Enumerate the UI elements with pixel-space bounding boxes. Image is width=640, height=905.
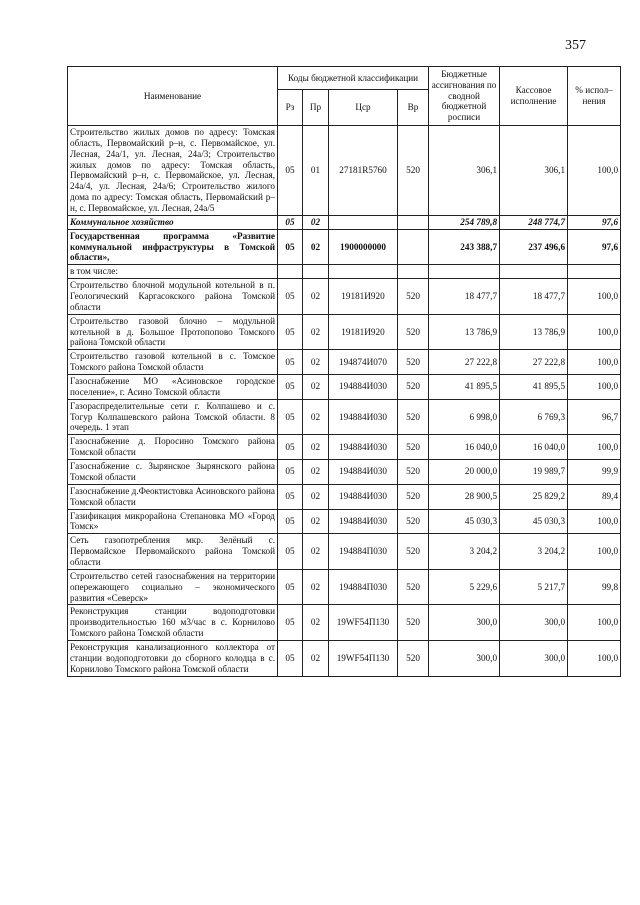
cell-vr: 520 [398,350,429,375]
cell-csr: 194884И030 [329,399,398,435]
cell-cash: 27 222,8 [500,350,568,375]
cell-pct: 100,0 [568,640,621,676]
cell-vr [398,229,429,265]
cell-assigned: 28 900,5 [429,484,500,509]
cell-cash: 18 477,7 [500,279,568,315]
cell-rz: 05 [278,279,303,315]
cell-rz: 05 [278,509,303,534]
cell-pr [303,265,329,279]
cell-csr: 19WF54П130 [329,640,398,676]
page-number: 357 [565,38,586,53]
cell-rz: 05 [278,640,303,676]
cell-pr: 02 [303,314,329,350]
cell-cash: 16 040,0 [500,435,568,460]
table-row [68,126,621,216]
cell-cash: 3 204,2 [500,534,568,570]
table-header [68,67,621,126]
table-row [68,279,621,315]
cell-name: Строительство сетей газоснабжения на территории опережающего социально – экономического развития «Северск» [68,569,278,605]
cell-name: Строительство газовой блочно – модульной котельной в д. Большое Протопопово Томского района Томской области [68,314,278,350]
cell-assigned: 41 895,5 [429,375,500,400]
cell-pct: 100,0 [568,375,621,400]
cell-pr: 02 [303,460,329,485]
cell-pr: 02 [303,435,329,460]
cell-pr: 02 [303,229,329,265]
cell-pct: 96,7 [568,399,621,435]
cell-assigned: 243 388,7 [429,229,500,265]
cell-pct: 100,0 [568,279,621,315]
cell-rz: 05 [278,460,303,485]
cell-pct: 100,0 [568,126,621,216]
cell-assigned: 45 030,3 [429,509,500,534]
cell-cash: 13 786,9 [500,314,568,350]
cell-assigned: 3 204,2 [429,534,500,570]
table-row [68,460,621,485]
cell-vr: 520 [398,279,429,315]
table-row [68,375,621,400]
cell-assigned: 300,0 [429,640,500,676]
cell-rz: 05 [278,350,303,375]
cell-pct: 97,6 [568,215,621,229]
header-cash: Кассовое исполнение [500,67,568,126]
cell-name: Газоснабжение с. Зырянское Зырянского района Томской области [68,460,278,485]
cell-rz: 05 [278,484,303,509]
cell-rz: 05 [278,375,303,400]
cell-pct: 100,0 [568,605,621,641]
cell-csr: 194884И030 [329,435,398,460]
cell-pct: 100,0 [568,314,621,350]
cell-cash [500,265,568,279]
budget-table [67,66,621,677]
cell-pr: 02 [303,569,329,605]
cell-csr: 194884П030 [329,569,398,605]
table-row [68,215,621,229]
table-row [68,640,621,676]
table-row [68,509,621,534]
cell-name: Реконструкция канализационного коллектора от станции водоподготовки до сборного колодца в с. Корнилово Томского района Томской области [68,640,278,676]
cell-name: Реконструкция станции водоподготовки производительностью 160 м3/час в с. Корнилово Томского района Томской области [68,605,278,641]
cell-assigned: 16 040,0 [429,435,500,460]
cell-csr: 19181И920 [329,314,398,350]
cell-csr: 194874И070 [329,350,398,375]
cell-rz: 05 [278,534,303,570]
cell-name: Газоснабжение д.Феоктистовка Асиновского района Томской области [68,484,278,509]
header-pr: Пр [303,90,329,126]
table-row [68,534,621,570]
header-assigned: Бюджетные ассигнования по сводной бюджетной росписи [429,67,500,126]
cell-cash: 19 989,7 [500,460,568,485]
cell-csr: 194884И030 [329,509,398,534]
cell-pr: 02 [303,350,329,375]
cell-rz: 05 [278,229,303,265]
cell-rz: 05 [278,569,303,605]
cell-rz: 05 [278,215,303,229]
cell-vr [398,215,429,229]
cell-vr [398,265,429,279]
cell-vr: 520 [398,509,429,534]
cell-assigned: 254 789,8 [429,215,500,229]
cell-pct: 99,8 [568,569,621,605]
cell-rz: 05 [278,126,303,216]
cell-name: Строительство жилых домов по адресу: Томская область, Первомайский р–н, с. Первомайское, ул. Лесная, 24а/1, ул. Лесная, 24а/3; Строительство жилых домов по адресу: Томская область, Первомайский р–н, с. Первомайское, ул. Лесная, 24а/4, ул. Лесная, 24а/6; Строительство жилого дома по адресу: Томская область, Первомайский р–н, с. Первомайское, ул. Лесная, 24а/5 [68,126,278,216]
cell-assigned: 306,1 [429,126,500,216]
cell-assigned: 5 229,6 [429,569,500,605]
cell-csr: 1900000000 [329,229,398,265]
cell-csr: 194884И030 [329,460,398,485]
header-csr: Цср [329,90,398,126]
cell-rz: 05 [278,605,303,641]
cell-assigned: 27 222,8 [429,350,500,375]
cell-pr: 02 [303,605,329,641]
table-row [68,265,621,279]
cell-vr: 520 [398,399,429,435]
cell-vr: 520 [398,375,429,400]
cell-cash: 306,1 [500,126,568,216]
cell-vr: 520 [398,605,429,641]
cell-assigned: 6 998,0 [429,399,500,435]
cell-csr [329,215,398,229]
cell-pct: 100,0 [568,435,621,460]
cell-assigned: 13 786,9 [429,314,500,350]
cell-cash: 248 774,7 [500,215,568,229]
cell-name: Государственная программа «Развитие коммунальной инфраструктуры в Томской области», [68,229,278,265]
table-body [68,126,621,677]
cell-pr: 02 [303,375,329,400]
cell-name: Коммунальное хозяйство [68,215,278,229]
table-row [68,435,621,460]
cell-vr: 520 [398,534,429,570]
cell-pr: 02 [303,509,329,534]
cell-cash: 6 769,3 [500,399,568,435]
cell-pct: 99,9 [568,460,621,485]
table-row [68,229,621,265]
cell-pr: 02 [303,534,329,570]
cell-assigned: 300,0 [429,605,500,641]
cell-name: Сеть газопотребления мкр. Зелёный с. Первомайское Первомайского района Томской области [68,534,278,570]
cell-rz [278,265,303,279]
cell-cash: 300,0 [500,605,568,641]
header-vr: Вр [398,90,429,126]
cell-pct: 100,0 [568,509,621,534]
cell-name: Строительство газовой котельной в с. Томское Томского района Томской области [68,350,278,375]
cell-cash: 300,0 [500,640,568,676]
cell-pct: 97,6 [568,229,621,265]
cell-csr: 19WF54П130 [329,605,398,641]
cell-vr: 520 [398,126,429,216]
cell-name: в том числе: [68,265,278,279]
cell-pr: 01 [303,126,329,216]
cell-csr: 194884И030 [329,484,398,509]
cell-vr: 520 [398,569,429,605]
cell-rz: 05 [278,314,303,350]
cell-pct: 100,0 [568,534,621,570]
cell-vr: 520 [398,460,429,485]
cell-cash: 41 895,5 [500,375,568,400]
cell-pct [568,265,621,279]
cell-pr: 02 [303,484,329,509]
table-row [68,605,621,641]
cell-csr: 194884И030 [329,375,398,400]
cell-pr: 02 [303,640,329,676]
cell-vr: 520 [398,314,429,350]
header-percent: % испол–нения [568,67,621,126]
cell-vr: 520 [398,435,429,460]
cell-cash: 45 030,3 [500,509,568,534]
cell-name: Строительство блочной модульной котельной в п. Геологический Каргасокского района Томской области [68,279,278,315]
cell-assigned: 20 000,0 [429,460,500,485]
cell-csr [329,265,398,279]
cell-name: Газоснабжение д. Поросино Томского района Томской области [68,435,278,460]
header-name: Наименование [68,67,278,126]
cell-name: Газификация микрорайона Степановка МО «Город Томск» [68,509,278,534]
cell-cash: 25 829,2 [500,484,568,509]
cell-pr: 02 [303,399,329,435]
header-rz: Рз [278,90,303,126]
table-row [68,399,621,435]
cell-rz: 05 [278,399,303,435]
cell-pr: 02 [303,279,329,315]
cell-rz: 05 [278,435,303,460]
cell-assigned: 18 477,7 [429,279,500,315]
table-row [68,350,621,375]
cell-vr: 520 [398,640,429,676]
cell-name: Газораспределительные сети г. Колпашево и с. Тогур Колпашевского района Томской области. 8 очередь. 1 этап [68,399,278,435]
table-row [68,569,621,605]
cell-cash: 5 217,7 [500,569,568,605]
cell-csr: 27181R5760 [329,126,398,216]
cell-pct: 89,4 [568,484,621,509]
cell-vr: 520 [398,484,429,509]
cell-cash: 237 496,6 [500,229,568,265]
table-row [68,314,621,350]
table-row [68,484,621,509]
cell-csr: 194884П030 [329,534,398,570]
header-codes: Коды бюджетной классификации [278,67,429,90]
cell-csr: 19181И920 [329,279,398,315]
cell-name: Газоснабжение МО «Асиновское городское поселение», г. Асино Томской области [68,375,278,400]
cell-assigned [429,265,500,279]
cell-pr: 02 [303,215,329,229]
cell-pct: 100,0 [568,350,621,375]
